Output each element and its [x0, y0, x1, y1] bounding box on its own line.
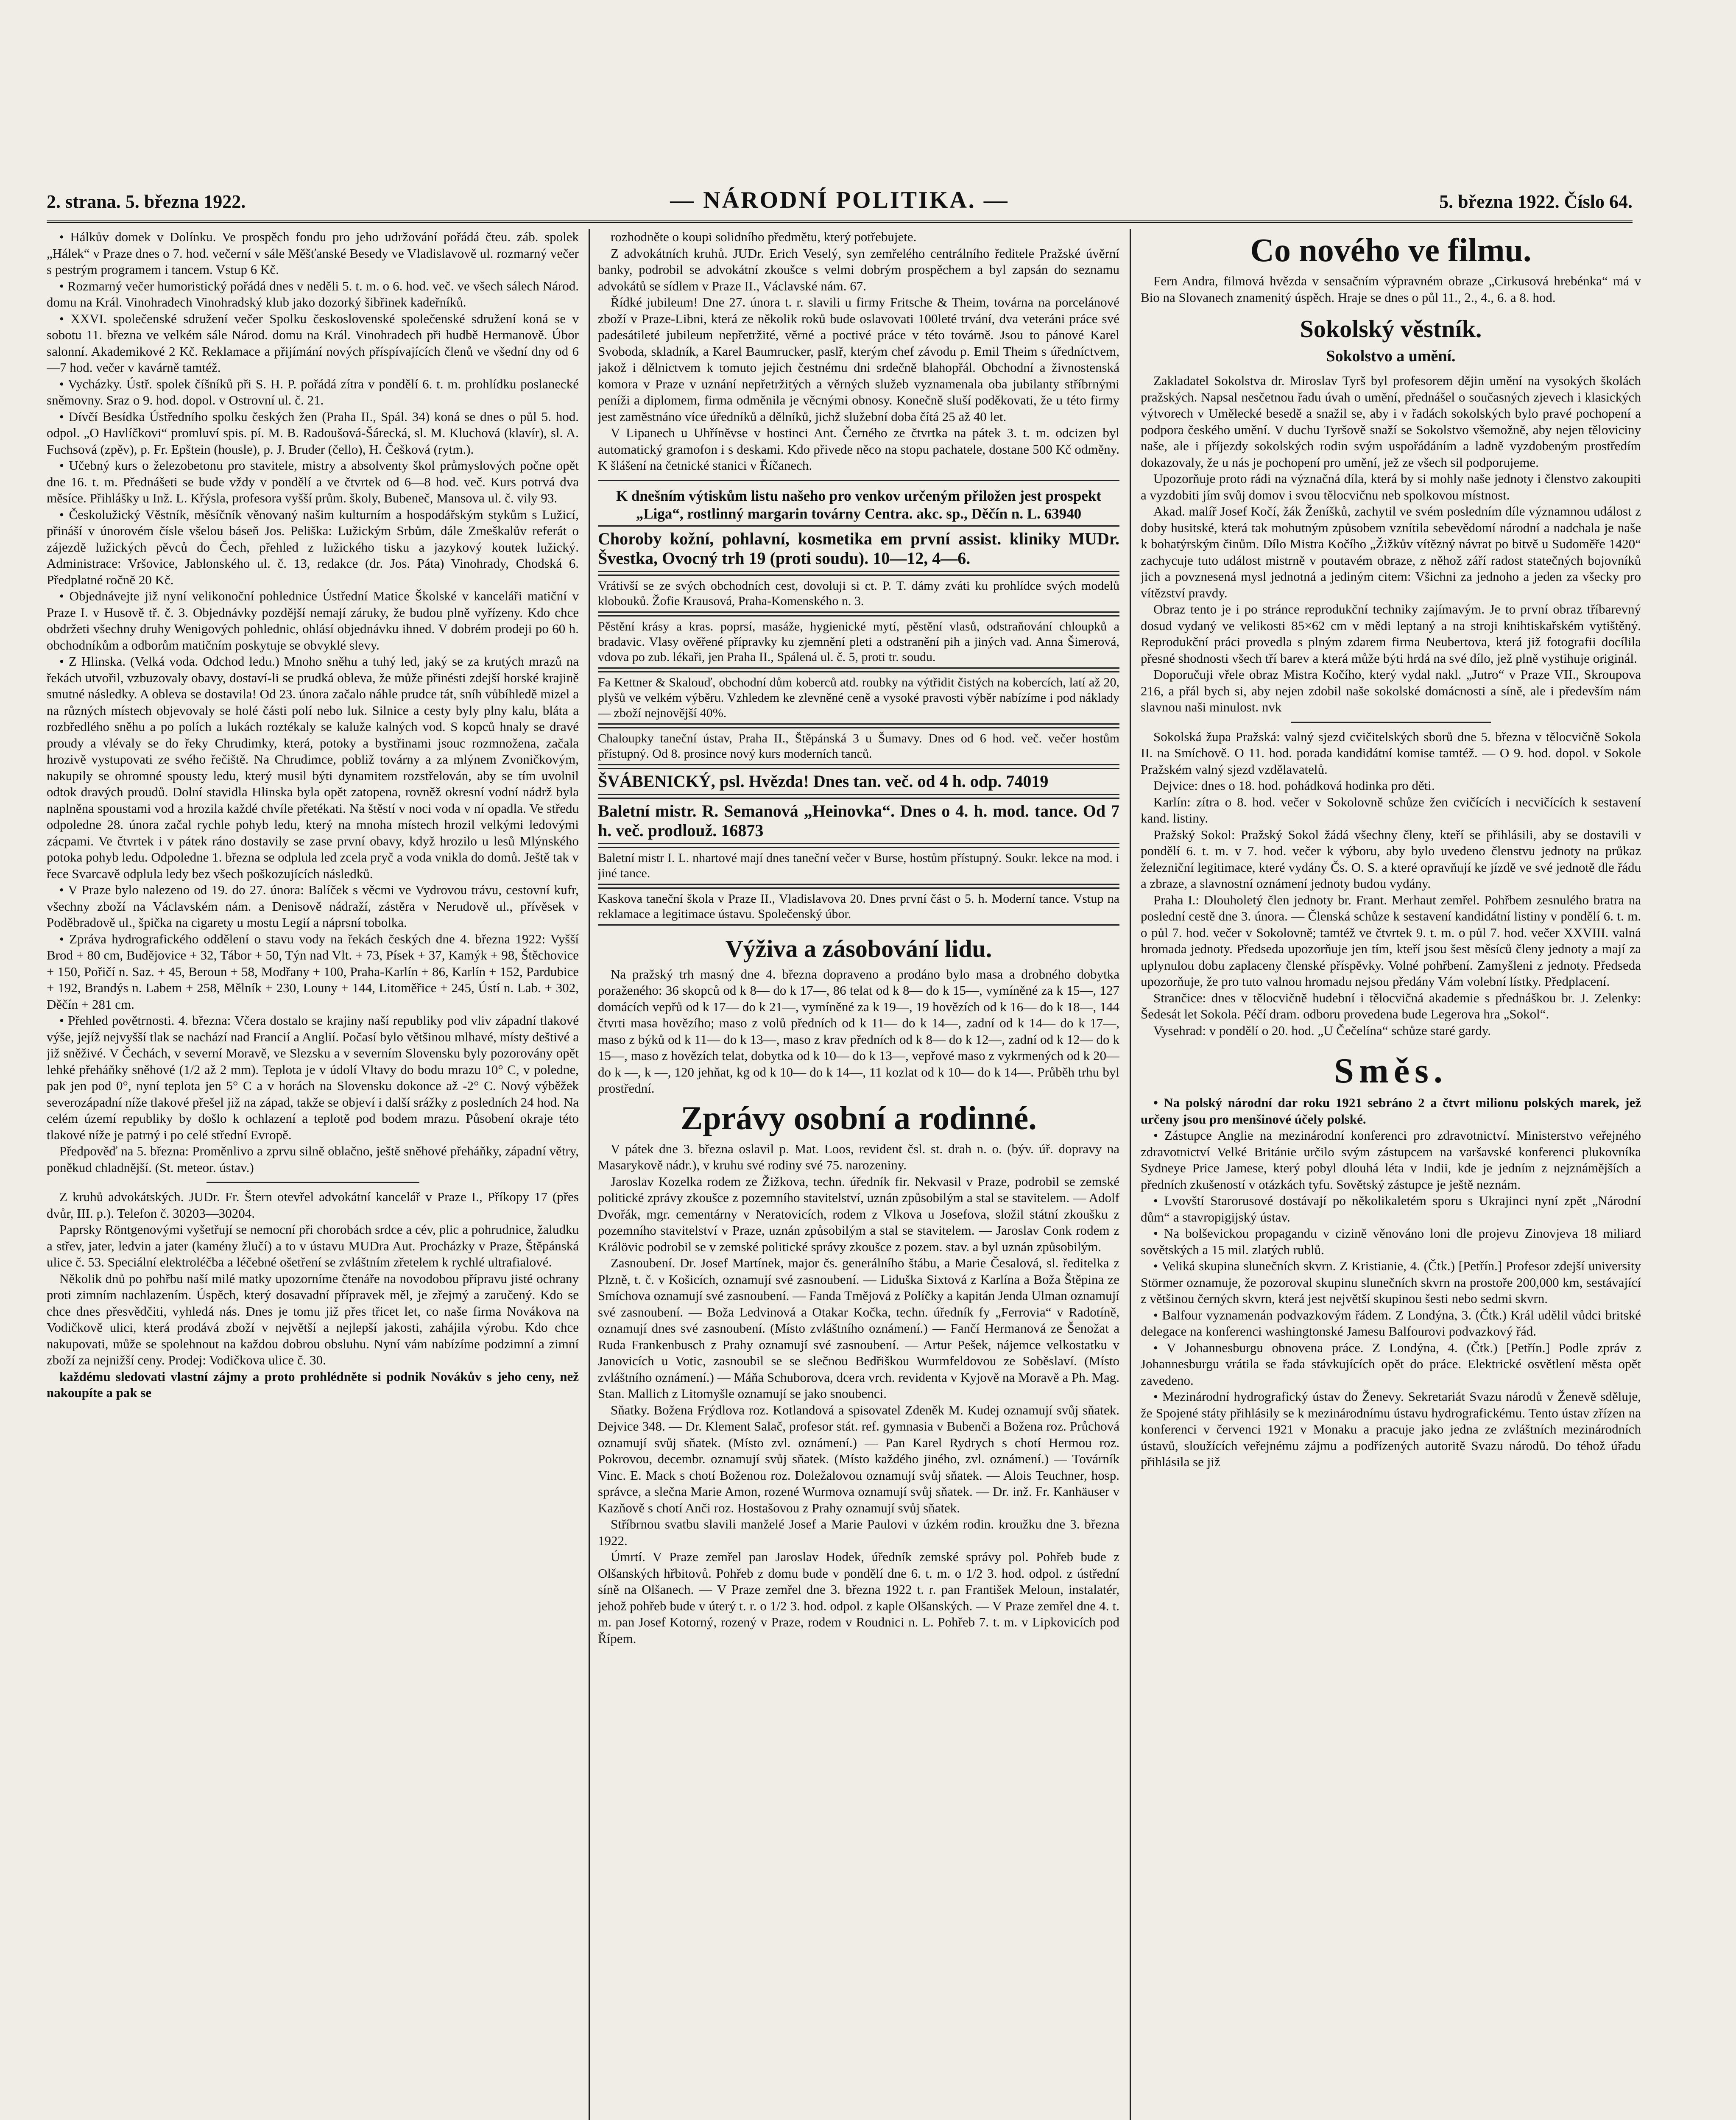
ad-text: ŠVÁBENICKÝ, psl. Hvězda! Dnes tan. več. od 4 h. odp. 74019	[598, 771, 1049, 791]
article-paragraph: • Rozmarný večer humoristický pořádá dnes v neděli 5. t. m. o 6. hod. več. ve všech sálech Národ. domu na Král. Vinohradech Vinohradský klub jako dozorký šibřinek kadeřníků.	[47, 278, 579, 310]
article-paragraph: Zakladatel Sokolstva dr. Miroslav Tyrš byl profesorem dějin umění na vysokých školách pražských. Napsal nesčetnou řadu úvah o umění, přednášel o současných zjevech i klasických výtvorech v Umělecké besedě a snažil se, aby i v řadách sokolských bylo pravé pochopení a podpora českého umění. V duchu Tyršově snaží se Sokolstvo všemožně, aby nejen těloviciny naše, ale i příjezdy sokolských rodin svým uspořádáním a ladně vyzdobeným prostředím dokazovaly, že u nás je pochopení pro umění, jež ze všech sil podporujeme.	[1141, 373, 1641, 470]
article-paragraph: • V Praze bylo nalezeno od 19. do 27. února: Balíček s věcmi ve Vydrovou trávu, cestovní kufr, všechny zboží na Václavském nám. a Denisově nádraží, zástěra v Nerudově ul., přívěsek v Poděbradově ul., špička na cigarety u mostu Legií a náprsní tobolka.	[47, 882, 579, 930]
article-paragraph: Sňatky. Božena Frýdlova roz. Kotlandová a spisovatel Zdeněk M. Kudej oznamují svůj sňatek. Dejvice 348. — Dr. Klement Salač, profesor stát. ref. gymnasia v Bubenči a Božena roz. Průchová oznamují svůj sňatek. (Místo zvl. oznámení.) — Pan Karel Rydrych s chotí Hermou roz. Pokrovou, decembr. oznamují svůj sňatek. (Místo každého jiného, zvl. oznámení.) — Továrník Vinc. E. Mack s chotí Boženou roz. Doležalovou oznamují svůj sňatek. — Alois Teuchner, hosp. správce, a slečna Marie Amon, rozené Wurmova oznamují svůj sňatek. — Dr. inž. Fr. Kanhäuser v Kazňově s chotí Anči roz. Hostašovou z Prahy oznamují svůj sňatek.	[598, 1402, 1119, 1515]
article-paragraph: Pražský Sokol: Pražský Sokol žádá všechny členy, kteří se přihlásili, aby se dostavili v pondělí 6. t. m. v 7. hod. večer k výboru, aby bylo uvedeno členstvu jednoty na průkaz železniční legitimace, které vydány Čs. O. S. a které opravňují ke jízdě ve své jednotě dle řádu a zbraze, a slavnostní oznámení jednoty budou vydány.	[1141, 827, 1641, 891]
article-paragraph: • Českolužický Věstník, měsíčník věnovaný našim kulturním a hospodářským stykům s Lužicí, přináší v únorovém čísle všelou báseň Jos. Peliška: Lužickým Srbům, dále Zmeškalův referát o zájezdě lužických pěvců do Čech, přehled z lužického tisku a jazykový koutek lužický. Administrace: Vršovice, Jablonského ul. č. 13, redakce (dr. Jos. Páta) Vinohrady, Chodská 6. Předplatné ročně 20 Kč.	[47, 507, 579, 587]
section-heading: Výživa a zásobování lidu.	[725, 934, 992, 962]
article-paragraph: • Objednávejte již nyní velikonoční pohlednice Ústřední Matice Školské v kanceláři matiční v Praze I. v Husově tř. č. 3. Objednávky pozdější nemají záruky, že budou plně vyřízeny. Kdo chce obdržeti všechny druhy Wenigových pohlednic, ohlásí objednávku ihned. V dobrém prodeji po 60 h. obchodníkům a odborům matičním poskytuje se obvyklé slevy.	[47, 589, 579, 653]
divider	[598, 480, 1119, 481]
article-paragraph: Na pražský trh masný dne 4. března dopraveno a prodáno bylo masa a drobného dobytka poraženého: 36 skopců od k 8— do k 17—, 86 telat od k 8— do k 15—, vymíněné za k 15—, 127 domácích vepřů od k 17— do k 21—, vymíněné za k 19—, 19 hovězích od k 16— do k 18—, 144 čtvrti masa hovězího; maso z volů předních od k 11— do k 14—, zadní od k 14— do k 17—, maso z býků od k 11— do k 13—, maso z krav předních od k 8— do k 12—, zadní od k 12— do k 15—, maso z hovězích telat, dobytka od k 10— do k 13—, vepřové maso z vykrmených od k 20— do k —, k —, 120 jehňat, kg od k 10— do k 14—, 11 kozlat od k 10— do k 14—. Průběh trhu byl prostřední.	[598, 966, 1119, 1096]
column-rule	[589, 229, 590, 2120]
column-1	[47, 229, 579, 2120]
article-paragraph: • V Johannesburgu obnovena práce. Z Londýna, 4. (Čtk.) [Petřín.] Podle zpráv z Johannesburgu vrátila se řada stávkujících opět do práce. Elektrické osvětlení města opět zavedeno.	[1141, 1340, 1641, 1388]
article-paragraph: • Z Hlinska. (Velká voda. Odchod ledu.) Mnoho sněhu a tuhý led, jaký se za krutých mrazů na řekách utvořil, vzbuzovaly obavy, dostaví-li se prudká obleva, že může přinésti zdejší horské krajině smutné následky. A obleva se dostavila! Od 23. února začalo náhle prudce tát, sníh vůbíhledě mizel a na různých místech objevovaly se holé části polí nebo luk. Silnice a cesty byly plny kalu, bláta a rozbředlého sněhu a po polích a lukách roztékaly se kaluže kalných vod. S kopců hnaly se dravé proudy a vlévaly se do řeky Chrudimky, která, potoky a bystřinami jsouc rozmnožena, začala hrozivě vystupovati ze svého řečiště. Na Chrudimce, pobliž továrny a za mlýnem Zvoničkovým, nakupily se ohromné spousty ledu, který musil býti dynamitem rozstřelován, aby se tím uvolnil odtok dravých proudů. Dolní stavidla Hlinska byla opět zatopena, rovněž okresní vodní nádrž byla naplněna spoustami vod a hrozila každé chvíle přetékati. Na štěstí v noci voda v ní opadla. Ve středu odpoledne 28. února začal rychle pohyb ledu, který na mnoha místech hrozil velkými ledovými zácpami. Ve čtvrtek i v pátek ráno dostavily se zase první obavy, když hrozilo u lesů Mlýnského potoka pohyb ledu. Odpoledne 1. března se odplula led zcela pryč a voda vnikla do domů. Ještě tak v řece Svarcavě odplula ledy bez všech poškozujících následků.	[47, 654, 579, 881]
advertisement: Vrátivší se ze svých obchodních cest, dovoluji si ct. P. T. dámy zváti ku prohlídce svých modelů klobouků. Žofie Krausová, Praha-Komenského n. 3.	[598, 575, 1119, 613]
article-paragraph: • Učebný kurs o železobetonu pro stavitele, mistry a absolventy škol průmyslových počne opět dne 16. t. m. Přednášeti se bude vždy v pondělí a ve čtvrtek od 6—8 hod. več. Kurs potrvá dva měsíce. Přihlášky u Inž. L. Křýsla, profesora vyšší prům. školy, Bubeneč, Mansova ul. č. vily 93.	[47, 458, 579, 505]
header-page-date: 2. strana. 5. března 1922.	[47, 191, 246, 212]
advertisement	[598, 525, 1119, 572]
article-paragraph: • Na polský národní dar roku 1921 sebráno 2 a čtvrt milionu polských marek, jež určeny jsou pro menšinové účely polské.	[1141, 1095, 1641, 1127]
column-rule	[1130, 229, 1131, 2120]
article-paragraph: Úmrtí. V Praze zemřel pan Jaroslav Hodek, úředník zemské správy pol. Pohřeb bude z Olšanských hřbitovů. Pohřeb z domu bude v pondělí dne 6. t. m. o 1/2 3. hod. odpol. z ústřední síně na Olšanech. — V Praze zemřel dne 3. března 1922 t. r. pan František Meloun, instalatér, jehož pohřeb bude v úterý t. r. o 1/2 3. hod. odpol. z kaple Olšanských. — V Praze zemřel dne 4. t. m. pan Josef Kotorný, rozený v Praze, rodem v Roudnici n. L. Pohřeb 7. t. m. v Lipkovicích pod Řípem.	[598, 1549, 1119, 1646]
divider	[207, 1182, 419, 1183]
article-paragraph: Z advokátních kruhů. JUDr. Erich Veselý, syn zemřelého centrálního ředitele Pražské úvěrní banky, podrobil se advokátní zkoušce s velmi dobrým prospěchem a byl zapsán do seznamu advokátů se sídlem v Praze II., Václavské nám. 67.	[598, 245, 1119, 293]
supplement-notice: K dnešním výtiskům listu našeho pro venkov určeným přiložen jest prospekt „Liga“, rostlinný margarin továrny Centra. akc. sp., Děčín n. L. 63940	[616, 487, 1102, 522]
article-paragraph: Sokolská župa Pražská: valný sjezd cvičitelských sborů dne 5. března v tělocvičně Sokola II. na Smíchově. O 11. hod. porada kandidátní komise tamtéž. — O 9. hod. dopol. v Sokole Pražském valný sjezd vzdělavatelů.	[1141, 729, 1641, 777]
advertisement: Baletní mistr I. L. nhartové mají dnes taneční večer v Burse, hostům přístupný. Soukr. lekce na mod. i jiné tance.	[598, 847, 1119, 885]
article-paragraph: Několik dnů po pohřbu naší milé matky upozorníme čtenáře na novodobou přípravu jisté ochrany proti zimním nachlazením. Úspěch, který dosavadní přípravek měl, je zřejmý a zaručený. Kdo se chce dnes přesvědčiti, vyhledá nás. Dnes je tomu již přes třicet let, co naše firma Novákova na Vodičkově ulici, která prodává zboží v největší a nejlepší jakosti, zahájila výrobu. Kdo chce nakupovati, může se spolehnout na každou dobrou obsluhu. Nyní vám nabízíme podzimní a zimní zboží za nejnižší ceny. Prodej: Vodičkova ulice č. 30.	[47, 1271, 579, 1367]
article-paragraph: • Balfour vyznamenán podvazkovým řádem. Z Londýna, 3. (Čtk.) Král udělil vůdci britské delegace na konferenci washingtonské Jamesu Balfourovi podvazkový řád.	[1141, 1307, 1641, 1339]
article-paragraph: • Lvovští Starorusové dostávají po několikaletém sporu s Ukrajinci nyní zpět „Národní dům“ a stavropigijský ústav.	[1141, 1193, 1641, 1225]
article-paragraph: Vysehrad: v pondělí o 20. hod. „U Čečelína“ schůze staré gardy.	[1153, 1023, 1491, 1038]
ad-text: Baletní mistr. R. Semanová „Heinovka“. Dnes o 4. h. mod. tance. Od 7 h. več. prodlouž. 16873	[598, 801, 1119, 840]
advertisement: Kaskova taneční škola v Praze II., Vladislavova 20. Dnes první část o 5. h. Moderní tance. Vstup na reklamace a legitimace ústavu. Společenský úbor.	[598, 887, 1119, 926]
article-paragraph: • Dívčí Besídka Ústředního spolku českých žen (Praha II., Spál. 34) koná se dnes o půl 5. hod. odpol. „O Havlíčkovi“ promluví spis. pí. M. B. Radoušová-Šárecká, sl. M. Kluchová (klavír), sl. A. Fuchsová (zpěv), p. Fr. Epštein (housle), p. J. Bruder (čello), H. Češková (rytm.).	[47, 409, 579, 457]
advertisement: Fa Kettner & Skalouď, obchodní dům koberců atd. roubky na výtřidit čistých na kobercích, latí až 20, plyšů ve velkém výběru. Vzhledem ke zlevněné ceně a vysoké pravosti výběr nabízíme i pod náklady — zboží nejnovější 40%.	[598, 671, 1119, 725]
header-masthead: — NÁRODNÍ POLITIKA. —	[670, 187, 1009, 213]
header-date-issue: 5. března 1922. Číslo 64.	[1439, 191, 1633, 212]
article-paragraph: Jaroslav Kozelka rodem ze Žižkova, techn. úředník fir. Nekvasil v Praze, podrobil se zemské politické zprávy zkoušce z pozemního stavitelství, uznán způsobilým a stal se stavitelem. — Adolf Dvořák, mgr. cementárny v Neratovicích, rodem z Vlkova u Josefova, složil státní zkoušku z pozemního stavitelství v Praze, uznán způsobilým a stal se stavitelem. — Jaroslav Conk rodem z Králövic podrobil se v zemské politické správy zkoušce z pozem. stav. a byl uznán způsobilým.	[598, 1174, 1119, 1254]
article-paragraph: • Hálkův domek v Dolínku. Ve prospěch fondu pro jeho udržování pořádá čteu. záb. spolek „Hálek“ v Praze dnes o 7. hod. večerní v sále Měšťanské Besedy ve Vladislavově ul. rozmarný večer s pestrým programem i tancem. Vstup 6 Kč.	[47, 229, 579, 277]
advertisement	[598, 768, 1119, 795]
section-heading: Zprávy osobní a rodinné.	[681, 1099, 1037, 1136]
article-paragraph: Dejvice: dnes o 18. hod. pohádková hodinka pro děti.	[1153, 778, 1435, 793]
advertisement: Chaloupky taneční ústav, Praha II., Štěpánská 3 u Šumavy. Dnes od 6 hod. več. večer hostům přístupný. Od 8. prosince nový kurs moderních tanců.	[598, 727, 1119, 765]
article-paragraph: • Vycházky. Ústř. spolek číšníků při S. H. P. pořádá zítra v pondělí 6. t. m. prohlídku poslanecké sněmovny. Sraz o 9. hod. dopol. v Ostrovní ul. č. 21.	[47, 376, 579, 407]
article-paragraph: • Přehled povětrnosti. 4. března: Včera dostalo se krajiny naší republiky pod vliv západní tlakové výše, jejíž nejvyšší tlak se nachází nad Francií a Anglií. Počasí bylo většinou mlhavé, místy deštivé a již sněživé. V Čechách, v severní Moravě, ve Slezsku a v severním Slovensku byly pozorovány opět lehké přeháňky sněhové (1/2 až 2 mm). Teplota je v údolí Vltavy do bodu mrazu 10° C, v poledne, pak jen pod 0°, nyní teplota jen 5° C a v horách na Slovensku dokonce až -2° C. Nový výběžek severozápadní níže tlakové přešel již na západ, takže se objeví i další srážky z posledních 24 hod. Na celém území republiky by došlo k ochlazení a teplotě pod bodem mrazu. Působení okraje této tlakové níže je patrný i po celé střední Evropě.	[47, 1013, 579, 1142]
article-paragraph: Akad. malíř Josef Kočí, žák Ženíšků, zachytil ve svém posledním díle významnou událost z doby husitské, která tak mohutným způsobem vznítila sebevědomí národní a nadchala je naše k bohatýrským činům. Dílo Mistra Kočího „Žižkův vítězný návrat po bitvě u Sudoměře 1420“ zachycuje tuto událost mistrně v poutavém obraze, z něhož září radost statečných bojovníků jich a povznesená mysl jednotná a jediným citem: Všichni za jednoho a jeden za všecky pro vítězství pravdy.	[1141, 504, 1641, 600]
column-2	[598, 229, 1119, 2120]
article-paragraph: • XXVI. společenské sdružení večer Spolku československé společenské sdružení koná se v sobotu 11. března ve velkém sále Národ. domu na Král. Vinohradech při hudbě Hermanově. Úbor salonní. Akademikové 2 Kč. Reklamace a přijímání nových příspívajících členů ve všední dny od 6—7 hod. večer v kavárně tamtéž.	[47, 311, 579, 375]
ad-text: Choroby kožní, pohlavní, kosmetika em první assist. kliniky MUDr. Švestka, Ovocný trh 19 (proti soudu). 10—12, 4—6.	[598, 529, 1119, 568]
article-paragraph: Praha I.: Dlouholetý člen jednoty br. Frant. Merhaut zemřel. Pohřbem zesnulého bratra na poslední cestě dne 3. února. — Členská schůze k sestavení kandidátní listiny v pondělí 6. t. m. o půl 7. hod. večer v Sokolovně; tamtéž ve čtvrtek 9. t. m. o půl 7. hod. večer XXVIII. valná hromada jednoty. Předseda upozorňuje jen tím, kteří jsou šest měsíců členy jednoty a mají za uplynulou dobu zaplaceny členské příspěvky. Volné pohřbení. Zamyšleni z jednoty. Předseda upozorňuje, že pro tuto valnou hromadu nejsou předány Vám volební lístky. Předplacení.	[1141, 892, 1641, 989]
article-paragraph: • Zástupce Anglie na mezinárodní konferenci pro zdravotnictví. Ministerstvo veřejného zdravotnictví Velké Británie určilo svým zástupcem na varšavské konferenci plukovníka Sydneye Price Jamese, který pobyl dlouhá léta v Indii, kde je jedním z nejznámějších a předních zkušeností v otázkách tyfu. Sovětský zástupce je ještě neznám.	[1141, 1128, 1641, 1192]
article-paragraph: • Zpráva hydrografického oddělení o stavu vody na řekách českých dne 4. března 1922: Vyšší Brod + 80 cm, Budějovice + 32, Tábor + 50, Týn nad Vlt. + 73, Písek + 37, Kamýk + 98, Štěchovice + 150, Pořičí n. Saz. + 45, Beroun + 58, Modřany + 100, Praha-Karlín + 86, Karlín + 152, Pardubice + 192, Brandýs n. Labem + 258, Mělník + 230, Louny + 144, Litoměřice + 245, Ústí n. Lab. + 302, Děčín + 281 cm.	[47, 931, 579, 1012]
page-header	[47, 187, 1633, 223]
advertisement	[598, 798, 1119, 844]
article-paragraph: Fern Andra, filmová hvězda v sensačním výpravném obraze „Cirkusová hrebénka“ má v Bio na Slovanech znamenitý úspěch. Hraje se dnes o půl 11., 2., 4., 6. a 8. hod.	[1141, 273, 1641, 305]
article-paragraph: Paprsky Röntgenovými vyšetřují se nemocní při chorobách srdce a cév, plic a pohrudnice, žaludku a střev, jater, ledvin a jater (kamény žlučí) a to v ústavu MUDra Aut. Procházky v Praze, Štěpánská ulice č. 53. Speciální elektroléčba a léčebné ošetření se zvláštním zřetelem k rychlé ultrafialové.	[47, 1222, 579, 1269]
article-paragraph: V Lipanech u Uhříněvse v hostinci Ant. Černého ze čtvrtka na pátek 3. t. m. odcizen byl automatický gramofon i s deskami. Kdo přivede něco na stopu pachatele, dostane 500 Kč odměny. K šlášení na četnické stanici v Říčanech.	[598, 425, 1119, 473]
article-paragraph: V pátek dne 3. března oslavil p. Mat. Loos, revident čsl. st. drah n. o. (býv. úř. dopravy na Masarykově nádr.), v kruhu své rodiny své 75. narozeniny.	[598, 1141, 1119, 1172]
article-paragraph: Zasnoubení. Dr. Josef Martínek, major čs. generálního štábu, a Marie Česalová, sl. ředitelka z Plzně, t. č. v Košicích, oznamují své zasnoubení. — Liduška Sixtová z Karlína a Boža Štěpina ze Smíchova oznamují své zasnoubení. — Fanda Tmějová z Políčky a kapitán Jenda Ulman oznamují své zasnoubení. — Boža Ledvinová a Otakar Kočka, techn. úředník fy „Ferrovia“ v Radotíně, oznamují dnes své zasnoubení. (Místo zvláštního oznámení.) — Fančí Hermanová ze Šenožat a Ruda Frankenbusch z Prahy oznamují své zasnoubení. — Artur Pešek, nájemce velkostatku v Janovicích u Votic, zasnoubil se se slečnou Bedřiškou Wurmfeldovou ze Soběslaví. (Místo zvláštního oznámení.) — Máňa Schuborova, dcera vrch. revidenta v Kyjově na Moravě a Ph. Mag. Stan. Mallich z Litomyšle oznamují se jako snoubenci.	[598, 1255, 1119, 1401]
article-paragraph: • Na bolševickou propagandu v cizině věnováno loni dle projevu Zinovjeva 18 miliard sovětských a 15 mil. zlatých rublů.	[1141, 1226, 1641, 1257]
article-paragraph: Doporučuji vřele obraz Mistra Kočího, který vydal nakl. „Jutro“ v Praze VII., Skroupova 216, a přál bych si, aby nejen zdobil naše sokolské domácnosti a síně, ale i především nám slavnou naši minulost. nvk	[1141, 667, 1641, 714]
article-paragraph: Karlín: zítra o 8. hod. večer v Sokolovně schůze žen cvičících i necvičících k sestavení kand. listiny.	[1141, 794, 1641, 826]
article-paragraph: Stříbrnou svatbu slavili manželé Josef a Marie Paulovi v úzkém rodin. kroužku dne 3. března 1922.	[598, 1517, 1119, 1548]
article-paragraph: Upozorňuje proto rádi na význačná díla, která by si mohly naše jednoty i členstvo zakoupiti a vyzdobiti jím svůj domov i svou tělocvičnu neb spolkovou místnost.	[1141, 471, 1641, 502]
article-paragraph: • Mezinárodní hydrografický ústav do Ženevy. Sekretariát Svazu národů v Ženevě sděluje, že Spojené státy přihlásily se k mezinárodnímu ústavu hydrografickému. Tento ústav zřízen na konferenci v červenci 1921 v Monaku a pracuje jako jedna ze zvláštních mezinárodních ústavů, sloužících veřejnému zájmu a podřízených autoritě Svazu národů. Do téhož úřadu přihlásila se již	[1141, 1389, 1641, 1469]
article-paragraph: každému sledovati vlastní zájmy a proto prohlédněte si podnik Novákův s jeho ceny, než nakoupíte a pak se	[47, 1369, 579, 1400]
advertisement: Pěstění krásy a kras. poprsí, masáže, hygienické mytí, pěstění vlasů, odstraňování chloupků a bradavic. Vlasy ověřené přípravky ku zjemnění pleti a odstranění pih a jiných vad. Anna Šimerová, vdova po zub. lékaři, jen Praha II., Spálená ul. č. 5, proti tr. soudu.	[598, 615, 1119, 669]
article-paragraph: Předpověď na 5. března: Proměnlivo a zprvu silně oblačno, ještě sněhové přeháňky, západní větry, poněkud chladnější. (St. meteor. ústav.)	[47, 1144, 579, 1175]
section-heading: Směs.	[1334, 1051, 1448, 1091]
article-paragraph: Obraz tento je i po stránce reprodukční techniky zajímavým. Je to první obraz tříbarevný dosud vydaný ve velikosti 85×62 cm v mědi leptaný a na stroji knihtiskařském vytištěný. Reprodukční práci provedla s plným zdarem firma Neubertova, která již fotografii docílila přesné shodnosti všech tří barev a která může býti hrdá na své dílo, jež plně vystihuje originál.	[1141, 602, 1641, 666]
subsection-heading: Sokolstvo a umění.	[1326, 347, 1456, 365]
article-paragraph: Strančice: dnes v tělocvičně hudební i tělocvičná akademie s přednáškou br. J. Zelenky: Šedesát let Sokola. Péčí dram. odboru provedena bude Legerova hra „Sokol“.	[1141, 990, 1641, 1021]
section-heading: Sokolský věstník.	[1300, 315, 1482, 343]
divider	[1291, 722, 1491, 723]
article-paragraph: Z kruhů advokátských. JUDr. Fr. Štern otevřel advokátní kancelář v Praze I., Příkopy 17 (přes dvůr, III. p.). Telefon č. 30203—30204.	[47, 1189, 579, 1221]
article-paragraph: Řídké jubileum! Dne 27. února t. r. slavili u firmy Fritsche & Theim, továrna na porcelánové zboží v Praze-Libni, která ze několik roků bude oslavovati 100leté trvání, dva veteráni práce své padesátileté jubileum nepřetržité, věrné a poctivé práce v této továrně. Jsou to pánové Karel Svoboda, skladník, a Karel Baumrucker, paslř, kterým chef závodu p. Emil Theim s úředníctvem, jakož i dělnictvem k tomuto jejich čestnému dni srdečně blahopřál. Obchodní a živnostenská komora v Praze v uznání nepřetržitých a věrných služeb vyznamenala oba jubilanty stříbrnými peníži a diplomem, firma odměnila je věcnými obnosy. Konečně sluší poděkovati, že u této firmy jest zaměstnáno více úředníků a dělníků, jichž služební doba čítá 25 až 40 let.	[598, 295, 1119, 424]
article-paragraph: • Veliká skupina slunečních skvrn. Z Kristianie, 4. (Čtk.) [Petřín.] Profesor zdejší university Störmer oznamuje, že pozoroval skupinu slunečních skvrn na prostoře 200,000 km, sestávající z většinou černých skvrn, která jest největší skupinou šesti nebo sedmi skvrn.	[1141, 1258, 1641, 1306]
column-3	[1141, 229, 1641, 2120]
section-heading: Co nového ve filmu.	[1250, 232, 1532, 268]
article-paragraph: rozhodněte o koupi solidního předmětu, který potřebujete.	[611, 229, 917, 244]
